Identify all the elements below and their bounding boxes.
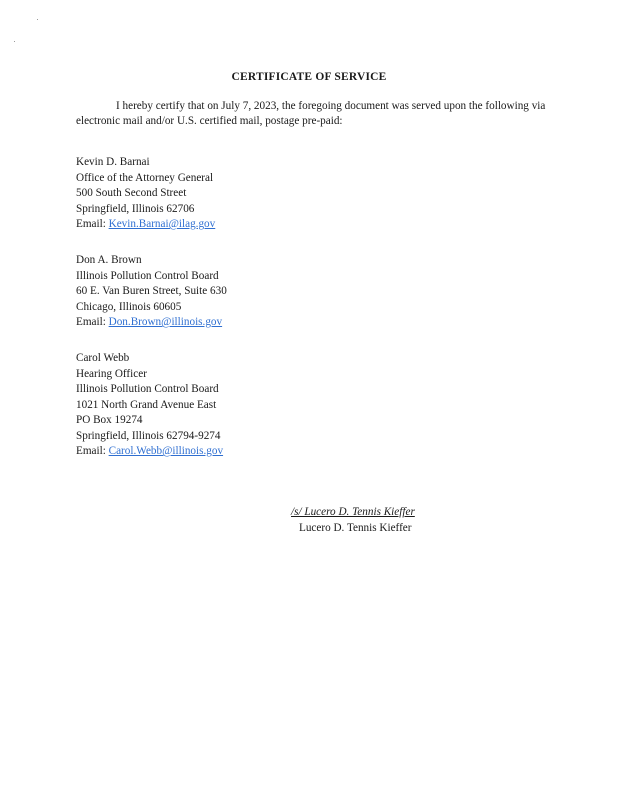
email-link[interactable]: Carol.Webb@illinois.gov <box>108 445 224 457</box>
signature-block <box>291 505 511 536</box>
recipient-block <box>76 351 376 460</box>
recipient-address-line: Office of the Attorney General <box>76 171 214 184</box>
intro-paragraph: I hereby certify that on July 7, 2023, the foregoing document was served upon the following via electronic mail and/or U.S. certified mail, postage pre-paid: <box>76 100 546 127</box>
document-title: CERTIFICATE OF SERVICE <box>231 71 387 83</box>
recipient-address-line: 60 E. Van Buren Street, Suite 630 <box>76 285 227 297</box>
recipient-email-line <box>76 217 376 233</box>
recipient-name: Carol Webb <box>76 352 130 364</box>
recipient-address-line: Springfield, Illinois 62706 <box>76 202 195 215</box>
scan-speck <box>14 41 15 42</box>
recipient-address-line: Chicago, Illinois 60605 <box>76 300 182 313</box>
scan-speck <box>37 19 38 20</box>
recipient-address-line: Illinois Pollution Control Board <box>76 383 219 395</box>
recipient-title: Hearing Officer <box>76 367 147 380</box>
email-label: Email: <box>76 445 106 457</box>
recipient-email-line <box>76 315 376 331</box>
recipient-email-line <box>76 444 376 460</box>
email-label: Email: <box>76 316 106 328</box>
recipient-address-line: PO Box 19274 <box>76 414 143 426</box>
email-link[interactable]: Don.Brown@illinois.gov <box>108 316 223 328</box>
email-label: Email: <box>76 218 106 230</box>
recipient-name: Don A. Brown <box>76 254 142 266</box>
recipient-address-line: 500 South Second Street <box>76 187 187 199</box>
recipient-address-line: 1021 North Grand Avenue East <box>76 398 217 411</box>
recipient-block <box>76 253 376 331</box>
email-link[interactable]: Kevin.Barnai@ilag.gov <box>108 218 216 230</box>
recipient-name: Kevin D. Barnai <box>76 156 150 168</box>
recipient-block <box>76 155 376 233</box>
electronic-signature: /s/ Lucero D. Tennis Kieffer <box>291 506 415 518</box>
recipient-address-line: Springfield, Illinois 62794-9274 <box>76 429 221 442</box>
recipient-address-line: Illinois Pollution Control Board <box>76 269 219 282</box>
signer-printed-name: Lucero D. Tennis Kieffer <box>299 521 412 534</box>
